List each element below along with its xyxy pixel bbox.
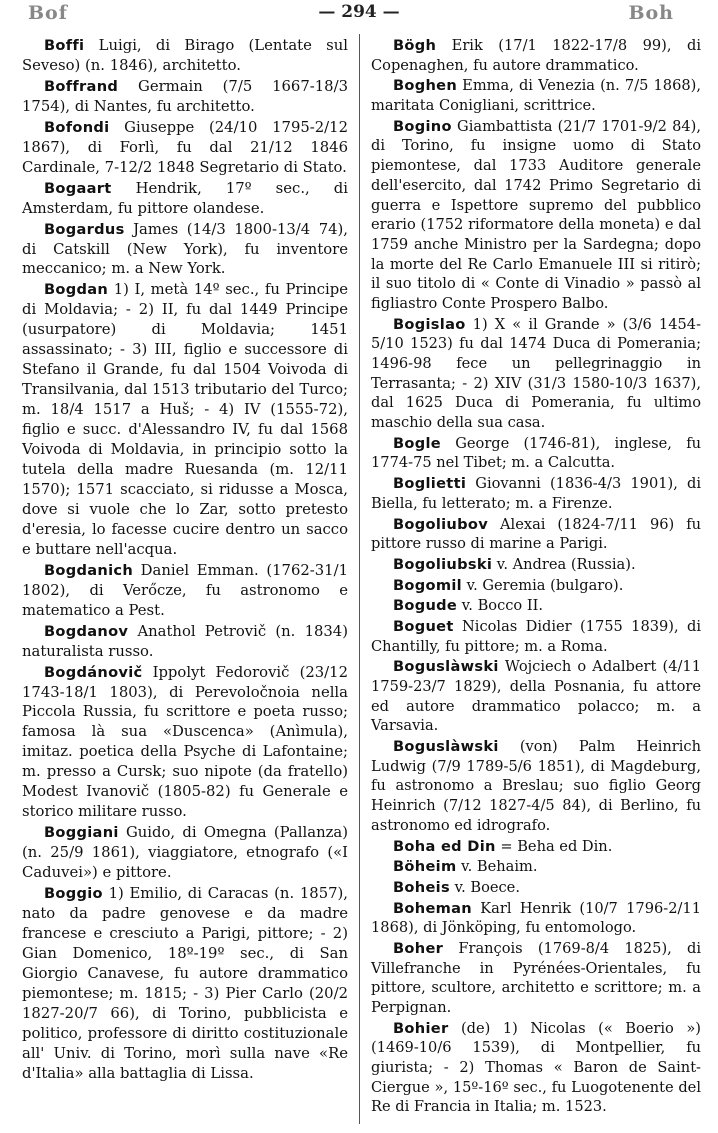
entry-headword: Bogaart (44, 179, 112, 197)
dictionary-entry (371, 434, 701, 473)
entry-text: Guido, di Omegna (Pallanza) (n. 25/9 1861), viaggiatore, etnografo («I Caduvei») e pittore. (22, 824, 348, 882)
entry-text: Erik (17/1 1822-17/8 99), di Copenaghen, fu autore drammatico. (371, 37, 701, 74)
entry-text: Nicolas Didier (1755 1839), di Chantilly, fu pittore; m. a Roma. (371, 617, 701, 655)
dictionary-entry (371, 596, 701, 616)
entry-text: Luigi, di Birago (Lentate sul Seveso) (n. 1846), architetto. (22, 37, 348, 74)
entry-headword: Bohier (393, 1019, 449, 1037)
entry-text: François (1769-8/4 1825), di Villefranche in Pyrénées-Orientales, fu pittore, scultore, architetto e scrittore; m. a Perpignan. (371, 939, 701, 1016)
entry-text: Giovanni (1836-4/3 1901), di Biella, fu letterato; m. a Firenze. (371, 475, 701, 512)
dictionary-entry (371, 555, 701, 575)
entry-text: 1) Emilio, di Caracas (n. 1857), nato da padre genovese e da madre francese e cresciuto a Parigi, pittore; - 2) Gian Domenico, 18º-19º sec., di San Giorgio Canavese, fu autore drammatico piemontese; m. 1815; - 3) Pier Carlo (20/2 1827-20/7 66), di Torino, pubblicista e politico, professore di diritto costituzionale all' Univ. di Torino, morì sulla nave «Re d'Italia» alla battaglia di Lissa. (22, 885, 348, 1082)
entry-text: v. Boece. (449, 878, 520, 896)
entry-text: 1) I, metà 14º sec., fu Principe di Moldavia; - 2) II, fu dal 1449 Principe (usurpatore) di Moldavia; 1451 assassinato; - 3) III, figlio e successore di Stefano il Grande, fu dal 1504 Voivoda di Transilvania, dal 1513 tributario del Turco; m. 18/4 1517 a Huš; - 4) IV (1555-72), figlio e succ. d'Alessandro IV, fu dal 1568 Voivoda di Moldavia, in principio sotto la tutela della madre Ruesanda (m. 12/11 1570); 1571 scacciato, si ridusse a Mosca, dove si vuole che lo Zar, sotto pretesto d'eresia, lo facesse cucire dentro un sacco e buttare nell'acqua. (22, 281, 348, 558)
right-column (371, 36, 701, 1118)
entry-text: = Beha ed Din. (495, 837, 613, 855)
column-divider (359, 34, 360, 1124)
entry-text: (von) Palm Heinrich Ludwig (7/9 1789-5/6 1851), di Magdeburg, fu astronomo a Breslau; suo figlio Georg Heinrich (7/12 1827-4/5 84), di Berlino, fu astronomo ed idrografo. (371, 738, 701, 834)
entry-text: Giuseppe (24/10 1795-2/12 1867), di Forlì, fu dal 21/12 1846 Cardinale, 7-12/2 1848 Segretario di Stato. (22, 118, 348, 176)
dictionary-entry (371, 76, 701, 115)
entry-text: (de) 1) Nicolas (« Boerio ») (1469-10/6 1539), di Montpellier, fu giurista; - 2) Thomas « Baron de Saint-Ciergue », 15º-16º sec., fu Luogotenente del Re di Francia in Italia; m. 1523. (371, 1019, 701, 1116)
dictionary-entry (371, 737, 701, 835)
entry-headword: Bogomil (393, 576, 462, 594)
dictionary-entry (371, 837, 701, 857)
dictionary-entry (22, 77, 348, 117)
dictionary-entry (371, 657, 701, 736)
entry-text: Giambattista (21/7 1701-9/2 84), di Torino, fu insigne uomo di Stato piemontese, dal 1733 Auditore generale dell'esercito, dal 1742 Primo Segretario di guerra e Ispettore supremo del pubblico erario (1752 riformatore della moneta) e dal 1759 anche Ministro per la Sardegna; dopo la morte del Re Carlo Emanuele III si ritirò; il suo titolo di « Conte di Vinadio » passò al figliastro Conte Prospero Balbo. (371, 117, 701, 312)
entry-headword: Bogdan (44, 281, 109, 299)
dictionary-entry (22, 561, 348, 621)
entry-text: Daniel Emman. (1762-31/1 1802), di Verőcze, fu astronomo e matematico a Pest. (22, 561, 348, 619)
dictionary-entry (22, 36, 348, 76)
dictionary-entry (22, 622, 348, 662)
dictionary-entry (371, 617, 701, 656)
entry-headword: Boguet (393, 617, 454, 635)
dictionary-entry (22, 663, 348, 823)
dictionary-entry (22, 179, 348, 219)
dictionary-entry (371, 939, 701, 1018)
entry-headword: Bogoliubski (393, 555, 493, 573)
entry-headword: Böheim (393, 858, 457, 876)
entry-text: 1) X « il Grande » (3/6 1454-5/10 1523) fu dal 1474 Duca di Pomerania; 1496-98 fece un pellegrinaggio in Terrasanta; - 2) XIV (31/3 1580-10/3 1637), dal 1625 Duca di Pomerania, fu ultimo maschio della sua casa. (371, 315, 701, 432)
entry-headword: Bogdanich (44, 561, 134, 579)
entry-text: v. Behaim. (456, 858, 538, 876)
entry-text: v. Andrea (Russia). (492, 555, 636, 573)
entry-headword: Bogdanov (44, 622, 129, 640)
entry-headword: Bogoliubov (393, 515, 489, 533)
entry-text: Hendrik, 17º sec., di Amsterdam, fu pittore olandese. (22, 179, 348, 217)
entry-headword: Boheis (393, 878, 450, 896)
dictionary-entry (371, 315, 701, 433)
entry-text: James (14/3 1800-13/4 74), di Catskill (New York), fu inventore meccanico; m. a New York. (22, 220, 348, 278)
entry-text: v. Geremia (bulgaro). (461, 576, 624, 594)
entry-headword: Bogislao (393, 315, 466, 333)
entry-headword: Boher (393, 939, 444, 957)
entry-text: v. Bocco II. (457, 597, 544, 615)
entry-headword: Boha ed Din (393, 837, 496, 855)
left-column (22, 36, 348, 1085)
entry-headword: Boffrand (44, 77, 119, 95)
dictionary-entry (371, 576, 701, 596)
entry-text: Wojciech o Adalbert (4/11 1759-23/7 1829), della Posnania, fu attore ed autore drammatico polacco; m. a Varsavia. (371, 658, 701, 735)
dictionary-entry (371, 899, 701, 938)
dictionary-entry (22, 884, 348, 1084)
entry-text: Emma, di Venezia (n. 7/5 1868), maritata Conigliani, scrittrice. (371, 77, 701, 115)
entry-headword: Boglietti (393, 475, 467, 493)
dictionary-entry (371, 474, 701, 513)
dictionary-entry (22, 280, 348, 559)
dictionary-entry (371, 878, 701, 898)
entry-headword: Bogdánovič (44, 663, 143, 681)
entry-headword: Bogude (393, 597, 458, 615)
entry-headword: Boheman (393, 899, 472, 917)
page-header (0, 0, 718, 26)
dictionary-entry (371, 36, 701, 75)
entry-text: Ippolyt Fedorovič (23/12 1743-18/1 1803), di Perevoločnoia nella Piccola Russia, fu scrittore e poeta russo; famosa là sua «Duscenca» (Anìmula), imitaz. poetica della Psyche di Lafontaine; m. presso a Cursk; suo nipote (da fratello) Modest Ivanovič (1805-82) fu Generale e storico militare russo. (22, 663, 348, 821)
page-number: — 294 — (318, 2, 400, 22)
dictionary-entry (371, 857, 701, 877)
entry-headword: Boguslàwski (393, 738, 499, 756)
entry-headword: Boffi (44, 37, 85, 54)
header-right-keyword: Boh (628, 2, 674, 24)
entry-headword: Bögh (393, 37, 437, 54)
entry-headword: Bofondi (44, 118, 110, 136)
entry-text: Germain (7/5 1667-18/3 1754), di Nantes, fu architetto. (22, 77, 348, 115)
dictionary-entry (22, 220, 348, 280)
entry-headword: Boguslàwski (393, 658, 499, 676)
dictionary-entry (22, 118, 348, 178)
entry-text: Alexai (1824-7/11 96) fu pittore russo di marine a Parigi. (371, 515, 701, 553)
dictionary-entry (371, 1019, 701, 1117)
entry-headword: Boggio (44, 885, 103, 903)
dictionary-entry (22, 823, 348, 883)
entry-headword: Boggiani (44, 824, 119, 842)
entry-text: Karl Henrik (10/7 1796-2/11 1868), di Jönköping, fu entomologo. (371, 899, 701, 937)
header-left-keyword: Bof (28, 2, 68, 24)
entry-text: Anathol Petrovič (n. 1834) naturalista russo. (22, 622, 348, 660)
entry-headword: Bogardus (44, 220, 125, 238)
entry-headword: Bogino (393, 117, 452, 135)
dictionary-entry (371, 117, 701, 314)
entry-text: George (1746-81), inglese, fu 1774-75 nel Tibet; m. a Calcutta. (371, 434, 701, 472)
entry-headword: Bogle (393, 434, 441, 452)
dictionary-entry (371, 515, 701, 554)
entry-headword: Boghen (393, 77, 458, 95)
